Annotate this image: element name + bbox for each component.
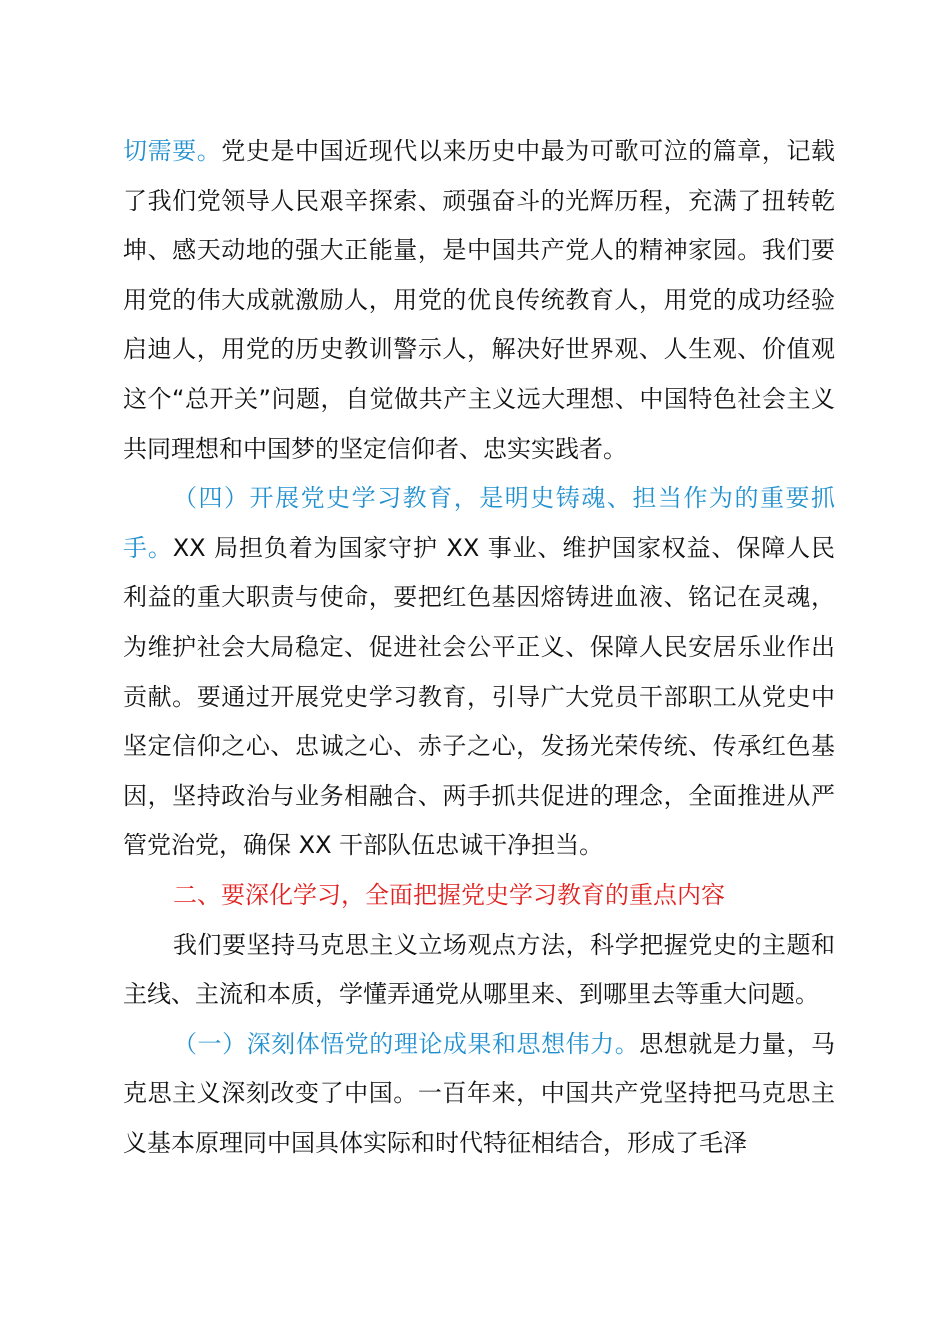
subheading-section-four: （四）开展党史学习教育，是明史铸魂、担当作为的重要抓手。: [123, 484, 835, 562]
paragraph-section-four: [123, 474, 835, 871]
paragraph-text: 党史是中国近现代以来历史中最为可歌可泣的篇章，记载了我们党领导人民艰辛探索、顽强奋斗的光辉历程，充满了扭转乾坤、感天动地的强大正能量，是中国共产党人的精神家园。我们要用党的伟大成就激励人，用党的优良传统教育人，用党的成功经验启迪人，用党的历史教训警示人，解决好世界观、人生观、价值观这个“总开关”问题，自觉做共产主义远大理想、中国特色社会主义共同理想和中国梦的坚定信仰者、忠实实践者。: [123, 137, 836, 463]
paragraph-section-one: [123, 1020, 835, 1169]
document-body: [123, 127, 835, 1168]
paragraph-text: 思想就是力量，马克思主义深刻改变了中国。一百年来，中国共产党坚持把马克思主义基本原理同中国具体实际和时代特征相结合，形成了毛泽: [123, 1029, 836, 1157]
paragraph-intro: 我们要坚持马克思主义立场观点方法，科学把握党史的主题和主线、主流和本质，学懂弄通党从哪里来、到哪里去等重大问题。: [123, 930, 835, 1009]
subheading-section-one: （一）深刻体悟党的理论成果和思想伟力。: [173, 1029, 640, 1058]
paragraph-lead-highlight: 切需要。: [123, 137, 222, 165]
paragraph-continuation: [123, 127, 835, 474]
paragraph-text: XX 局担负着为国家守护 XX 事业、维护国家权益、保障人民利益的重大职责与使命，要把红色基因熔铸进血液、铭记在灵魂，为维护社会大局稳定、促进社会公平正义、保障人民安居乐业作出贡献。要通过开展党史学习教育，引导广大党员干部职工从党史中坚定信仰之心、忠诚之心、赤子之心，发扬光荣传统、传承红色基因，坚持政治与业务相融合、两手抓共促进的理念，全面推进从严管党治党，确保 XX 干部队伍忠诚干净担当。: [123, 533, 835, 860]
section-heading-two: 二、要深化学习，全面把握党史学习教育的重点内容: [173, 880, 725, 909]
